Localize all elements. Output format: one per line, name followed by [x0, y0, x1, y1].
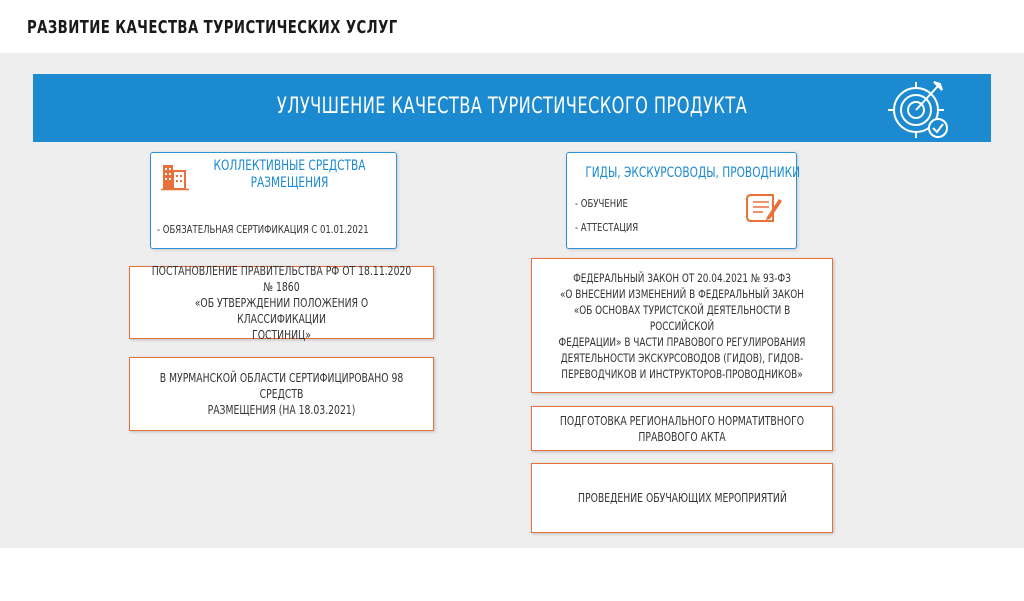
training-box [531, 463, 833, 533]
law-line-3: «ОБ ОСНОВАХ ТУРИСТСКОЙ ДЕЯТЕЛЬНОСТИ В РОССИЙСКОЙ [573, 302, 791, 333]
law-line-5: ДЕЯТЕЛЬНОСТИ ЭКСКУРСОВОДОВ (ГИДОВ), ГИДОВ- [560, 350, 804, 365]
accommodation-title-2: РАЗМЕЩЕНИЯ [250, 175, 329, 191]
guides-title: ГИДЫ, ЭКСКУРСОВОДЫ, ПРОВОДНИКИ [585, 165, 801, 181]
law-line-2: «О ВНЕСЕНИИ ИЗМЕНЕНИЙ В ФЕДЕРАЛЬНЫЙ ЗАКОН [559, 286, 804, 301]
law-line-6: ПЕРЕВОДЧИКОВ И ИНСТРУКТОРОВ-ПРОВОДНИКОВ» [561, 366, 803, 381]
regional-act-box [531, 406, 833, 451]
banner [33, 74, 991, 142]
training-line-1: ПРОВЕДЕНИЕ ОБУЧАЮЩИХ МЕРОПРИЯТИЙ [577, 491, 787, 505]
certification-item: - ОБЯЗАТЕЛЬНАЯ СЕРТИФИКАЦИЯ С 01.01.2021 [157, 223, 369, 236]
banner-title: УЛУЧШЕНИЕ КАЧЕСТВА ТУРИСТИЧЕСКОГО ПРОДУКТА [276, 94, 748, 119]
guides-item-attestation: - АТТЕСТАЦИЯ [575, 221, 639, 234]
murmansk-line-2: РАЗМЕЩЕНИЯ (НА 18.03.2021) [207, 403, 356, 417]
law-line-4: ФЕДЕРАЦИИ» В ЧАСТИ ПРАВОВОГО РЕГУЛИРОВАНИЯ [558, 334, 806, 349]
murmansk-box [129, 357, 434, 431]
guides-card [566, 152, 801, 249]
decree-line-3: ГОСТИНИЦ» [252, 327, 311, 342]
murmansk-line-1: В МУРМАНСКОЙ ОБЛАСТИ СЕРТИФИЦИРОВАНО 98 СРЕДСТВ [159, 371, 404, 401]
document-pen-icon [745, 191, 783, 225]
accommodation-title-1: КОЛЛЕКТИВНЫЕ СРЕДСТВА [213, 158, 366, 174]
guides-item-training: - ОБУЧЕНИЕ [575, 197, 628, 210]
decree-box [129, 263, 434, 342]
regional-line-2: ПРАВОВОГО АКТА [638, 429, 726, 444]
decree-line-1: ПОСТАНОВЛЕНИЕ ПРАВИТЕЛЬСТВА РФ ОТ 18.11.2020 № 1860 [151, 263, 412, 294]
federal-law-box [531, 258, 833, 393]
accommodation-card [150, 152, 397, 249]
page-title: РАЗВИТИЕ КАЧЕСТВА ТУРИСТИЧЕСКИХ УСЛУГ [27, 17, 398, 38]
regional-line-1: ПОДГОТОВКА РЕГИОНАЛЬНОГО НОРМАТИТВНОГО [559, 413, 805, 428]
building-icon [161, 161, 189, 191]
decree-line-2: «ОБ УТВЕРЖДЕНИИ ПОЛОЖЕНИЯ О КЛАССИФИКАЦИИ [194, 295, 369, 326]
target-icon [886, 74, 954, 142]
law-line-1: ФЕДЕРАЛЬНЫЙ ЗАКОН ОТ 20.04.2021 № 93-ФЗ [573, 270, 791, 285]
